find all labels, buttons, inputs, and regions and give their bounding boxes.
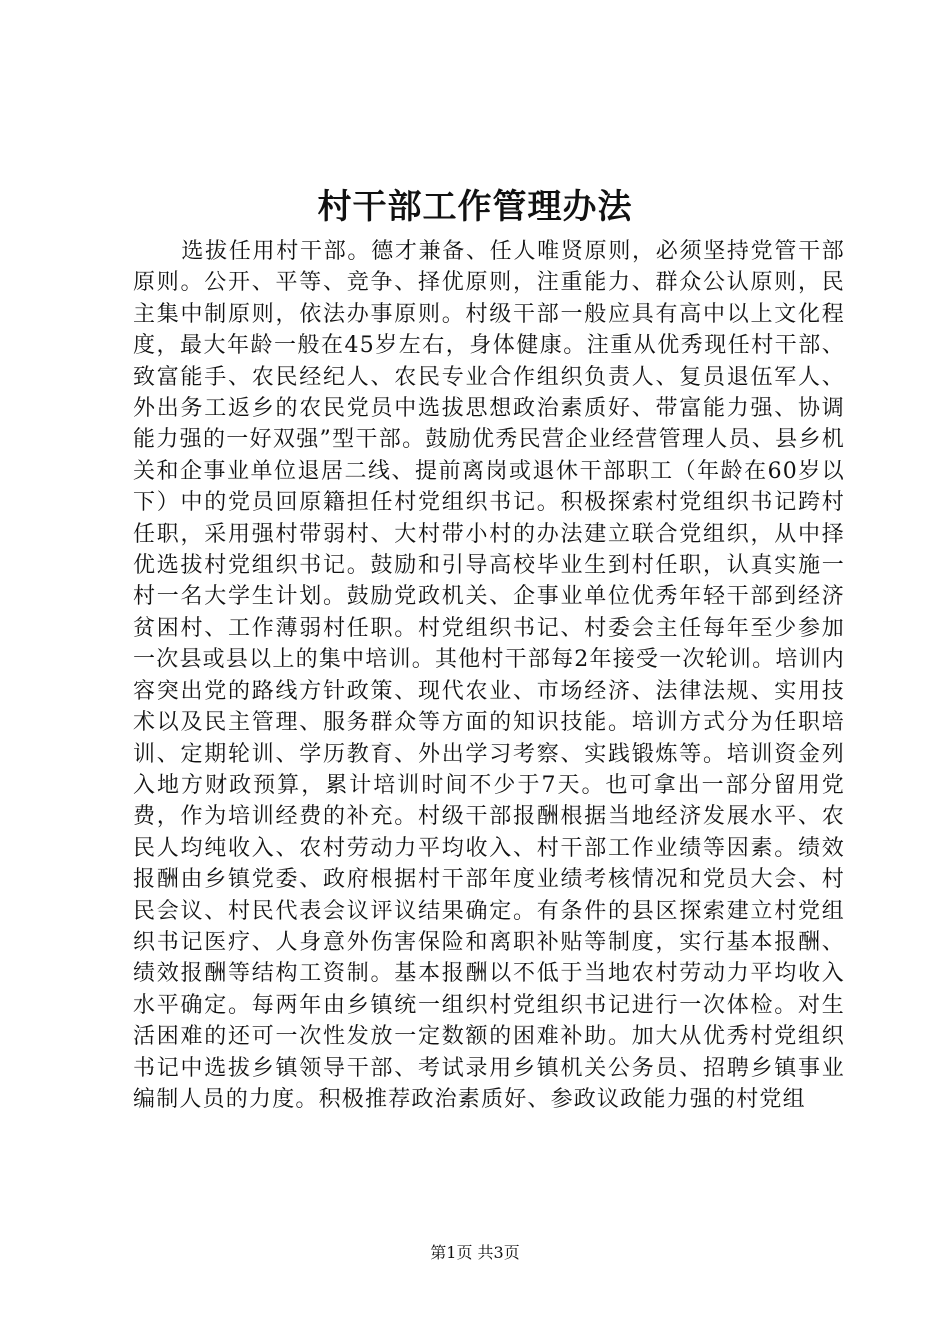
document-body-paragraph: 选拔任用村干部。德才兼备、任人唯贤原则，必须坚持党管干部原则。公开、平等、竞争、择优原则，注重能力、群众公认原则，民主集中制原则，依法办事原则。村级干部一般应具有高中以上文化程度，最大年龄一般在45岁左右，身体健康。注重从优秀现任村干部、致富能手、农民经纪人、农民专业合作组织负责人、复员退伍军人、外出务工返乡的农民党员中选拔思想政治素质好、带富能力强、协调能力强的一好双强”型干部。鼓励优秀民营企业经营管理人员、县乡机关和企事业单位退居二线、提前离岗或退休干部职工（年龄在60岁以下）中的党员回原籍担任村党组织书记。积极探索村党组织书记跨村任职，采用强村带弱村、大村带小村的办法建立联合党组织，从中择优选拔村党组织书记。鼓励和引导高校毕业生到村任职，认真实施一村一名大学生计划。鼓励党政机关、企事业单位优秀年轻干部到经济贫困村、工作薄弱村任职。村党组织书记、村委会主任每年至少参加一次县或县以上的集中培训。其他村干部每2年接受一次轮训。培训内容突出党的路线方针政策、现代农业、市场经济、法律法规、实用技术以及民主管理、服务群众等方面的知识技能。培训方式分为任职培训、定期轮训、学历教育、外出学习考察、实践锻炼等。培训资金列入地方财政预算，累计培训时间不少于7天。也可拿出一部分留用党费，作为培训经费的补充。村级干部报酬根据当地经济发展水平、农民人均纯收入、农村劳动力平均收入、村干部工作业绩等因素。绩效报酬由乡镇党委、政府根据村干部年度业绩考核情况和党员大会、村民会议、村民代表会议评议结果确定。有条件的县区探索建立村党组织书记医疗、人身意外伤害保险和离职补贴等制度，实行基本报酬、绩效报酬等结构工资制。基本报酬以不低于当地农村劳动力平均收入水平确定。每两年由乡镇统一组织村党组织书记进行一次体检。对生活困难的还可一次性发放一定数额的困难补助。加大从优秀村党组织书记中选拔乡镇领导干部、考试录用乡镇机关公务员、招聘乡镇事业编制人员的力度。积极推荐政治素质好、参政议政能力强的村党组 [133,239,845,1112]
page-number-footer: 第1页 共3页 [430,1243,520,1262]
document-title: 村干部工作管理办法 [317,187,633,227]
